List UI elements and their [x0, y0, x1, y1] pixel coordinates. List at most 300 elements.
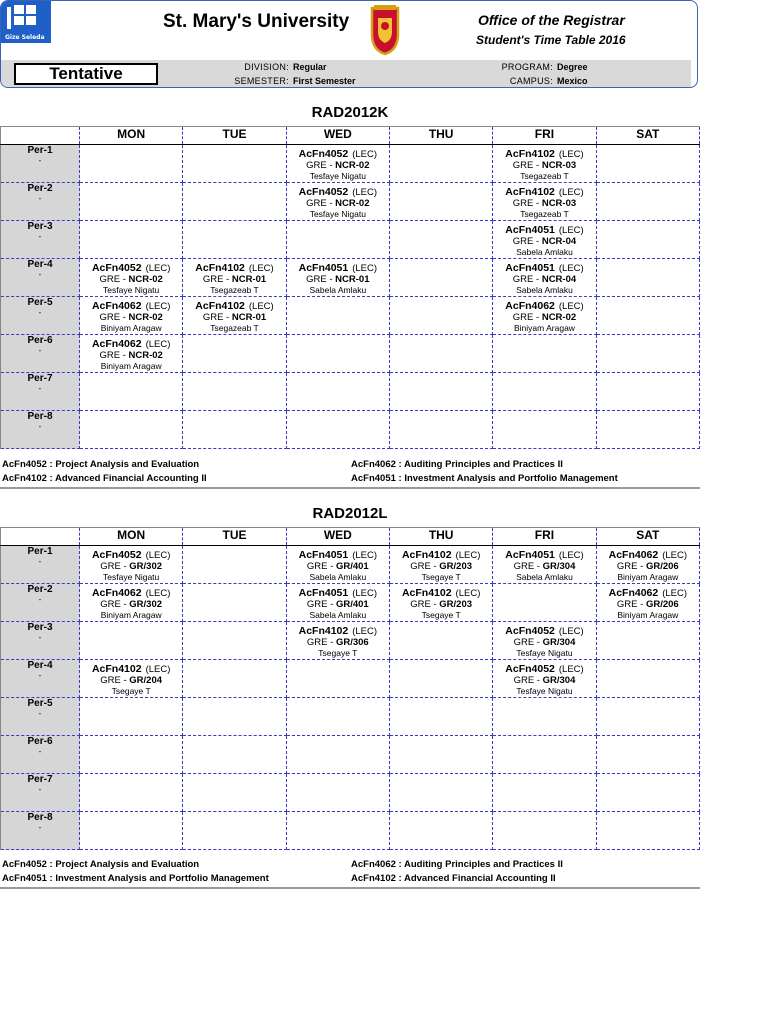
class-slot [493, 183, 596, 221]
university-logo [1, 1, 51, 43]
class-heading [390, 586, 492, 599]
period-sub: - [38, 346, 42, 355]
period-sub: - [38, 270, 42, 279]
empty-slot [389, 259, 492, 297]
class-entry [287, 183, 389, 220]
period-sub: - [38, 422, 42, 431]
instructor-name: Tesfaye Nigatu [516, 686, 573, 696]
period-label-cell [1, 411, 80, 449]
day-header: FRI [493, 127, 596, 145]
period-label-cell [1, 812, 80, 850]
class-heading [493, 299, 595, 312]
period-sub: - [38, 671, 42, 680]
instructor-name: Tsegaye T [318, 648, 358, 658]
instructor-name: Sabela Amlaku [309, 610, 367, 620]
period-label: Per-7 [27, 373, 53, 384]
class-slot [80, 259, 183, 297]
class-heading [287, 586, 389, 599]
room-prefix: GRE - [99, 350, 126, 361]
class-entry [287, 259, 389, 296]
legend-entry: AcFn4062 : Auditing Principles and Practices II [351, 459, 563, 470]
course-legend [0, 459, 700, 489]
room-prefix: GRE - [99, 312, 126, 323]
class-room-line [493, 160, 595, 171]
period-label-cell [1, 259, 80, 297]
empty-slot [596, 660, 699, 698]
class-type: (LEC) [352, 588, 378, 599]
class-entry [287, 584, 389, 621]
course-code: AcFn4062 [91, 587, 142, 599]
period-label-cell [1, 622, 80, 660]
period-row [1, 335, 700, 373]
class-heading [287, 261, 389, 274]
semester-value: First Semester [293, 76, 356, 86]
class-room-line [493, 312, 595, 323]
empty-slot [493, 411, 596, 449]
class-type: (LEC) [352, 149, 378, 160]
legend-entry: AcFn4052 : Project Analysis and Evaluation [2, 459, 200, 470]
empty-slot [183, 411, 286, 449]
period-label-cell [1, 660, 80, 698]
period-row [1, 736, 700, 774]
empty-slot [183, 660, 286, 698]
empty-slot [596, 221, 699, 259]
class-heading [80, 261, 182, 274]
campus-label: CAMPUS: [509, 76, 553, 86]
empty-slot [286, 774, 389, 812]
instructor-name: Sabela Amlaku [516, 572, 573, 582]
class-entry [80, 297, 182, 334]
legend-row [0, 459, 700, 473]
instructor-name: Tesfaye Nigatu [309, 171, 366, 181]
class-slot [80, 297, 183, 335]
class-room-line [80, 274, 182, 285]
empty-slot [286, 335, 389, 373]
class-slot [493, 622, 596, 660]
empty-slot [286, 297, 389, 335]
period-label-cell [1, 373, 80, 411]
period-label: Per-5 [27, 297, 53, 308]
class-heading [287, 548, 389, 561]
day-header: TUE [183, 127, 286, 145]
period-sub: - [38, 557, 42, 566]
class-entry [183, 297, 285, 334]
class-type: (LEC) [352, 626, 378, 637]
legend-entry: AcFn4102 : Advanced Financial Accounting II [2, 473, 207, 484]
class-slot [493, 259, 596, 297]
course-code: AcFn4051 [298, 587, 349, 599]
period-row [1, 774, 700, 812]
class-room-line [183, 274, 285, 285]
empty-slot [389, 145, 492, 183]
class-heading [493, 624, 595, 637]
class-slot [493, 297, 596, 335]
period-label-cell [1, 546, 80, 584]
campus-value: Mexico [557, 76, 588, 86]
period-row [1, 145, 700, 183]
class-entry [493, 221, 595, 258]
empty-slot [183, 145, 286, 183]
period-row [1, 259, 700, 297]
class-room-line [390, 599, 492, 610]
period-label-cell [1, 297, 80, 335]
class-entry [80, 259, 182, 296]
empty-slot [80, 736, 183, 774]
empty-slot [80, 145, 183, 183]
instructor-name: Tsegaye T [111, 686, 151, 696]
legend-row [0, 859, 700, 873]
class-heading [80, 299, 182, 312]
period-sub: - [38, 823, 42, 832]
program-label: PROGRAM: [501, 62, 553, 72]
class-room-line [183, 312, 285, 323]
room-code: NCR-01 [231, 312, 267, 323]
empty-slot [389, 812, 492, 850]
empty-slot [596, 698, 699, 736]
room-code: NCR-03 [541, 160, 577, 171]
instructor-name: Biniyam Aragaw [100, 361, 162, 371]
campus-field [491, 76, 588, 86]
class-heading [287, 624, 389, 637]
class-type: (LEC) [145, 664, 171, 675]
day-header: WED [286, 127, 389, 145]
room-code: GR/206 [645, 599, 679, 610]
room-code: GR/204 [129, 675, 163, 686]
empty-slot [596, 183, 699, 221]
section-title: RAD2012K [311, 104, 389, 121]
class-entry [493, 546, 595, 583]
course-code: AcFn4052 [505, 625, 555, 637]
empty-slot [183, 546, 286, 584]
class-entry [80, 660, 182, 697]
class-type: (LEC) [145, 339, 171, 350]
section-title: RAD2012L [312, 505, 388, 522]
class-type: (LEC) [352, 550, 378, 561]
period-label: Per-6 [27, 335, 53, 346]
period-sub: - [38, 194, 42, 203]
empty-slot [183, 221, 286, 259]
day-header: TUE [183, 528, 286, 546]
room-code: GR/206 [645, 561, 679, 572]
course-code: AcFn4062 [608, 549, 659, 561]
room-code: GR/203 [439, 561, 473, 572]
course-code: AcFn4062 [91, 300, 142, 312]
period-sub: - [38, 308, 42, 317]
class-room-line [80, 675, 182, 686]
room-code: GR/304 [542, 561, 576, 572]
empty-slot [389, 660, 492, 698]
class-slot [493, 145, 596, 183]
course-code: AcFn4102 [195, 300, 245, 312]
class-slot [389, 546, 492, 584]
instructor-name: Sabela Amlaku [516, 285, 573, 295]
room-prefix: GRE - [616, 599, 644, 610]
course-legend [0, 859, 700, 889]
empty-slot [493, 698, 596, 736]
class-entry [80, 335, 182, 372]
class-slot [286, 259, 389, 297]
period-label: Per-8 [27, 812, 53, 823]
day-header-row [1, 528, 700, 546]
division-label: DIVISION: [244, 62, 289, 72]
instructor-name: Tesfaye Nigatu [309, 209, 366, 219]
class-entry [493, 622, 595, 659]
class-entry [80, 546, 182, 583]
empty-slot [80, 774, 183, 812]
empty-slot [80, 221, 183, 259]
room-prefix: GRE - [513, 637, 540, 648]
class-room-line [493, 274, 595, 285]
period-row [1, 584, 700, 622]
class-type: (LEC) [558, 550, 584, 561]
class-entry [287, 622, 389, 659]
class-slot [80, 584, 183, 622]
class-slot [596, 546, 699, 584]
instructor-name: Biniyam Aragaw [100, 323, 162, 333]
legend-entry: AcFn4062 : Auditing Principles and Practices II [351, 859, 563, 870]
instructor-name: Tesfaye Nigatu [103, 285, 160, 295]
empty-slot [596, 297, 699, 335]
period-row [1, 183, 700, 221]
class-room-line [287, 160, 389, 171]
course-code: AcFn4102 [401, 587, 452, 599]
office-title: Office of the Registrar [478, 12, 625, 28]
room-code: NCR-02 [335, 160, 370, 171]
program-value: Degree [557, 62, 588, 72]
period-label-cell [1, 183, 80, 221]
instructor-name: Tsegazeab T [520, 171, 569, 181]
class-heading [493, 261, 595, 274]
class-heading [80, 337, 182, 350]
room-prefix: GRE - [202, 312, 230, 323]
legend-entry: AcFn4102 : Advanced Financial Accounting II [351, 873, 556, 884]
room-prefix: GRE - [410, 599, 437, 610]
empty-slot [596, 411, 699, 449]
room-prefix: GRE - [512, 236, 540, 247]
empty-slot [389, 183, 492, 221]
course-code: AcFn4052 [298, 148, 349, 160]
class-slot [80, 546, 183, 584]
empty-slot [80, 373, 183, 411]
room-code: GR/304 [542, 637, 576, 648]
class-room-line [493, 198, 595, 209]
class-entry [597, 584, 699, 621]
class-room-line [493, 675, 595, 686]
class-slot [286, 546, 389, 584]
class-type: (LEC) [558, 301, 584, 312]
period-label-cell [1, 584, 80, 622]
room-code: NCR-02 [128, 274, 163, 285]
room-prefix: GRE - [100, 561, 127, 572]
class-room-line [80, 561, 182, 572]
room-code: GR/203 [439, 599, 473, 610]
class-room-line [287, 561, 389, 572]
period-label-cell [1, 736, 80, 774]
class-heading [287, 147, 389, 160]
class-type: (LEC) [558, 626, 584, 637]
class-slot [80, 335, 183, 373]
class-room-line [493, 561, 595, 572]
course-code: AcFn4051 [505, 549, 555, 561]
room-prefix: GRE - [306, 561, 334, 572]
instructor-name: Biniyam Aragaw [514, 323, 575, 333]
class-heading [597, 586, 699, 599]
empty-slot [596, 812, 699, 850]
empty-slot [596, 774, 699, 812]
class-type: (LEC) [558, 664, 584, 675]
period-row [1, 411, 700, 449]
empty-slot [183, 584, 286, 622]
semester-label: SEMESTER: [234, 76, 289, 86]
period-label-cell [1, 698, 80, 736]
empty-slot [389, 411, 492, 449]
class-entry [493, 660, 595, 697]
course-code: AcFn4062 [608, 587, 659, 599]
room-prefix: GRE - [202, 274, 230, 285]
class-heading [80, 548, 182, 561]
period-label-cell [1, 221, 80, 259]
instructor-name: Tsegazeab T [520, 209, 569, 219]
course-code: AcFn4102 [298, 625, 349, 637]
course-code: AcFn4102 [195, 262, 245, 274]
room-code: NCR-03 [541, 198, 577, 209]
day-header: SAT [596, 127, 699, 145]
legend-entry: AcFn4051 : Investment Analysis and Portfolio Management [2, 873, 269, 884]
period-label: Per-8 [27, 411, 53, 422]
instructor-name: Tesfaye Nigatu [516, 648, 573, 658]
course-code: AcFn4102 [505, 186, 555, 198]
class-type: (LEC) [145, 550, 171, 561]
instructor-name: Tesfaye Nigatu [103, 572, 160, 582]
instructor-name: Sabela Amlaku [309, 285, 367, 295]
class-room-line [287, 198, 389, 209]
empty-slot [80, 698, 183, 736]
class-heading [183, 299, 285, 312]
class-room-line [493, 236, 595, 247]
empty-slot [286, 698, 389, 736]
empty-slot [183, 335, 286, 373]
class-room-line [597, 599, 699, 610]
legend-entry: AcFn4051 : Investment Analysis and Portfolio Management [351, 473, 618, 484]
program-field [491, 62, 588, 72]
period-sub: - [38, 595, 42, 604]
empty-slot [493, 736, 596, 774]
class-heading [493, 548, 595, 561]
class-heading [493, 185, 595, 198]
class-room-line [287, 637, 389, 648]
class-heading [80, 662, 182, 675]
empty-slot [183, 183, 286, 221]
class-type: (LEC) [662, 550, 688, 561]
class-type: (LEC) [352, 187, 378, 198]
room-prefix: GRE - [410, 561, 437, 572]
instructor-name: Tsegazeab T [210, 285, 259, 295]
period-row [1, 698, 700, 736]
day-header: FRI [493, 528, 596, 546]
class-slot [286, 183, 389, 221]
empty-slot [286, 373, 389, 411]
class-room-line [287, 599, 389, 610]
class-room-line [80, 350, 182, 361]
class-type: (LEC) [455, 588, 481, 599]
empty-slot [183, 774, 286, 812]
class-type: (LEC) [455, 550, 481, 561]
class-slot [286, 622, 389, 660]
legend-row [0, 873, 700, 887]
class-heading [390, 548, 492, 561]
period-sub: - [38, 633, 42, 642]
class-room-line [80, 599, 182, 610]
period-label: Per-4 [27, 259, 53, 270]
course-code: AcFn4052 [91, 549, 142, 561]
empty-slot [389, 297, 492, 335]
room-code: GR/401 [335, 561, 369, 572]
empty-slot [493, 335, 596, 373]
empty-slot [493, 373, 596, 411]
class-type: (LEC) [558, 225, 584, 236]
class-slot [493, 221, 596, 259]
period-label: Per-5 [27, 698, 53, 709]
room-prefix: GRE - [99, 274, 126, 285]
room-code: NCR-01 [231, 274, 267, 285]
empty-slot [596, 373, 699, 411]
class-entry [493, 145, 595, 182]
timetable-grid [0, 126, 700, 449]
room-code: NCR-02 [541, 312, 577, 323]
room-code: GR/306 [335, 637, 369, 648]
class-slot [493, 546, 596, 584]
empty-slot [286, 660, 389, 698]
empty-slot [493, 774, 596, 812]
room-prefix: GRE - [306, 599, 334, 610]
corner-cell [1, 127, 80, 145]
class-entry [597, 546, 699, 583]
class-entry [183, 259, 285, 296]
class-room-line [597, 561, 699, 572]
class-type: (LEC) [145, 588, 171, 599]
legend-entry: AcFn4052 : Project Analysis and Evaluation [2, 859, 200, 870]
course-code: AcFn4062 [505, 300, 555, 312]
course-code: AcFn4051 [298, 262, 349, 274]
period-label-cell [1, 335, 80, 373]
period-sub: - [38, 156, 42, 165]
room-prefix: GRE - [306, 198, 333, 209]
class-room-line [287, 274, 389, 285]
instructor-name: Tsegaye T [421, 572, 461, 582]
period-label: Per-4 [27, 660, 53, 671]
empty-slot [493, 584, 596, 622]
class-type: (LEC) [662, 588, 688, 599]
class-room-line [80, 312, 182, 323]
period-label: Per-3 [27, 622, 53, 633]
course-code: AcFn4102 [401, 549, 452, 561]
room-prefix: GRE - [100, 599, 127, 610]
room-code: NCR-02 [128, 312, 163, 323]
course-code: AcFn4062 [91, 338, 142, 350]
empty-slot [286, 812, 389, 850]
room-code: NCR-01 [335, 274, 370, 285]
empty-slot [80, 183, 183, 221]
day-header-row [1, 127, 700, 145]
class-type: (LEC) [248, 301, 274, 312]
course-code: AcFn4052 [91, 262, 142, 274]
division-field [227, 62, 327, 72]
day-header: MON [80, 528, 183, 546]
class-heading [493, 147, 595, 160]
empty-slot [596, 335, 699, 373]
class-entry [493, 259, 595, 296]
room-code: NCR-04 [541, 236, 577, 247]
